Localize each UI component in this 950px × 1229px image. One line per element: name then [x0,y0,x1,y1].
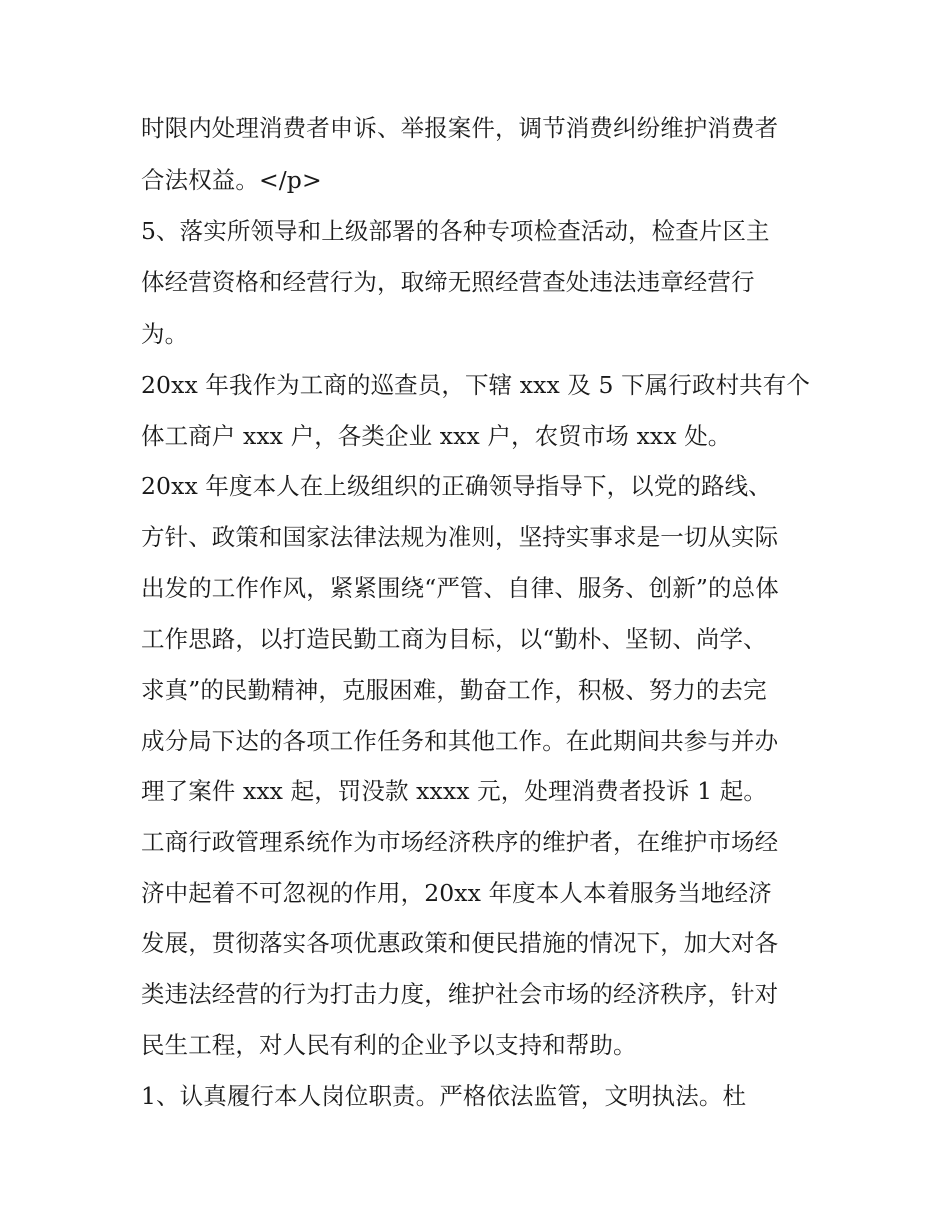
text-line: 工商行政管理系统作为市场经济秩序的维护者，在维护市场经 [141,828,779,856]
text-line: 20xx 年我作为工商的巡查员，下辖 xxx 及 5 下属行政村共有个 [141,371,810,399]
text-line: 方针、政策和国家法律法规为准则，坚持实事求是一切从实际 [141,523,779,551]
text-line: 合法权益。</p> [141,166,322,194]
text-line: 20xx 年度本人在上级组织的正确领导指导下，以党的路线、 [141,472,772,500]
text-line: 1、认真履行本人岗位职责。严格依法监管，文明执法。杜 [141,1082,747,1110]
text-line: 体工商户 xxx 户，各类企业 xxx 户，农贸市场 xxx 处。 [141,422,732,450]
text-line: 成分局下达的各项工作任务和其他工作。在此期间共参与并办 [141,727,779,755]
text-line: 工作思路，以打造民勤工商为目标，以“勤朴、坚韧、尚学、 [141,625,767,653]
text-line: 时限内处理消费者申诉、举报案件，调节消费纠纷维护消费者 [141,114,779,142]
text-line: 体经营资格和经营行为，取缔无照经营查处违法违章经营行 [141,268,755,296]
text-line: 求真”的民勤精神，克服困难，勤奋工作，积极、努力的去完 [141,676,767,704]
text-line: 为。 [141,320,189,348]
text-line: 5、落实所领导和上级部署的各种专项检查活动，检查片区主 [141,217,770,245]
text-line: 出发的工作作风，紧紧围绕“严管、自律、服务、创新”的总体 [141,574,779,602]
text-line: 类违法经营的行为打击力度，维护社会市场的经济秩序，针对 [141,980,779,1008]
text-line: 理了案件 xxx 起，罚没款 xxxx 元，处理消费者投诉 1 起。 [141,777,767,805]
text-line: 济中起着不可忽视的作用，20xx 年度本人本着服务当地经济 [141,879,772,907]
text-line: 民生工程，对人民有利的企业予以支持和帮助。 [141,1031,637,1059]
text-line: 发展，贯彻落实各项优惠政策和便民措施的情况下，加大对各 [141,929,779,957]
